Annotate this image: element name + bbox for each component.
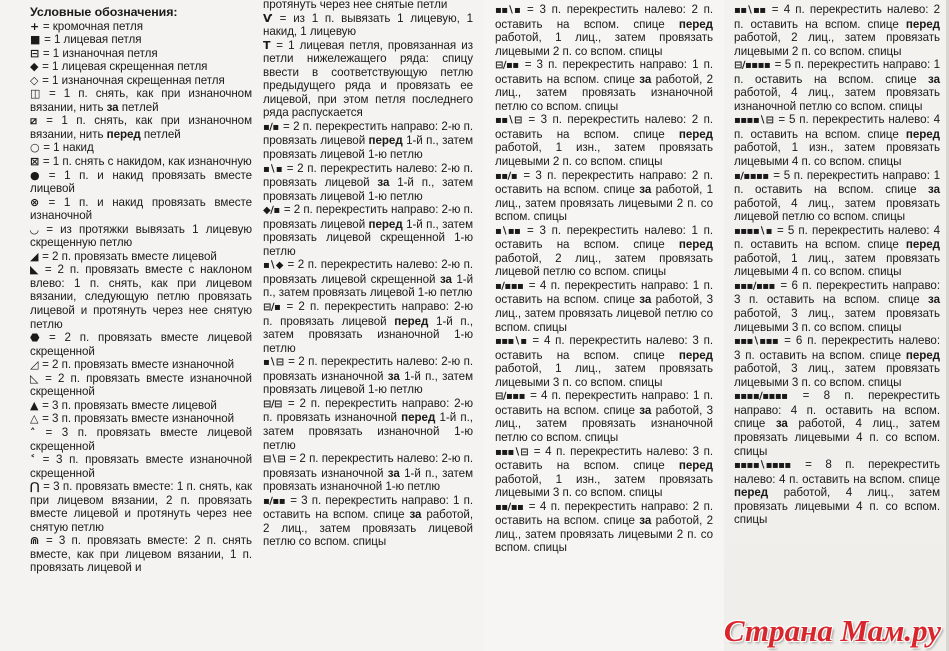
cross-right-4b-icon: ▪▪∕▪▪ <box>495 501 524 513</box>
legend-entry-text: = из 1 п. вывязать 1 лицевую, 1 накид, 1 лицевую <box>263 11 473 39</box>
legend-entry <box>30 60 252 74</box>
cross-right-2-icon: ▪∕▪ <box>263 121 279 133</box>
legend-column-3 <box>495 3 713 555</box>
legend-entry <box>30 480 252 534</box>
legend-entry <box>495 113 713 168</box>
legend-entry-text: = 1 п. и накид провязать вместе изнаночной <box>30 195 252 223</box>
k2tog-icon: ◢ <box>30 249 38 263</box>
cross-right-8-icon: ▪▪▪▪∕▪▪▪▪ <box>734 391 788 403</box>
cross-left-2-icon: ▪∖▪ <box>263 163 283 175</box>
knit-stitch-icon: ■ <box>30 33 40 47</box>
legend-entry-text: = 5 п. перекрестить налево: 4 п. оставить на вспом. спице перед работой, 1 изн., затем провязать лицевыми 4 п. со вспом. спицы <box>734 113 941 169</box>
cross-left-3-icon: ▪▪∖▪ <box>495 5 521 16</box>
legend-entry-text: = 1 изнаночная петля <box>42 46 158 60</box>
legend-entry-text: = 2 п. перекрестить налево: 2-ю п. провязать изнаночной за 1-й п., затем провязать изнаночной 1-ю петлю <box>263 452 474 494</box>
legend-entry <box>734 113 940 168</box>
cross-left-2-purl-icon: ▪∖⊟ <box>263 357 284 369</box>
legend-entry <box>263 355 473 397</box>
legend-entry-text: = 6 п. перекрестить налево: 3 п. оставить на вспом. спице перед работой, 3 лиц., затем провязать лицевыми 3 п. со вспом. спицы <box>734 334 941 389</box>
cross-left-8-icon: ▪▪▪▪∖▪▪▪▪ <box>734 460 791 472</box>
legend-entry <box>495 334 713 389</box>
legend-entry <box>263 397 473 452</box>
legend-column-1 <box>30 6 252 575</box>
purl-twisted-icon: ◇ <box>30 73 38 87</box>
legend-entry-text: = 1 п. снять, как при изнаночном вязании, нить за петлей <box>30 87 252 114</box>
cross-left-6-icon: ▪▪▪∖▪▪▪ <box>734 336 779 348</box>
cross-left-5-icon: ▪▪▪▪∖▪ <box>734 225 772 237</box>
cross-right-2-purl-purl-icon: ⊟∕⊟ <box>263 398 282 410</box>
legend-entry <box>734 279 940 334</box>
legend-entry-text: = 3 п. перекрестить налево: 2 п. оставить на вспом. спице перед работой, 1 лиц., затем провязать лицевыми 2 п. со вспом. спицы <box>495 3 714 58</box>
legend-entry-text: = 4 п. перекрестить налево: 3 п. оставить на вспом. спице перед работой, 1 лиц., затем провязать лицевыми 3 п. со вспом. спицы <box>495 334 713 389</box>
legend-entry-text: = 2 п. перекрестить налево: 2-ю п. провязать лицевой за 1-й п., затем провязать лицевой 1-ю петлю <box>263 161 473 203</box>
legend-entry-text: = 1 лицевая скрещенная петля <box>42 60 208 74</box>
legend-entry-text: = 8 п. перекрестить направо: 4 п. оставить на вспом. спице за работой, 4 лиц., затем провязать лицевыми 4 п. со вспом. спицы <box>734 389 941 458</box>
knit-below-icon: Т <box>263 38 271 52</box>
cross-right-4-icon: ▪∕▪▪▪ <box>495 280 524 292</box>
cross-left-5-purl-icon: ▪▪▪▪∖⊟ <box>734 115 774 127</box>
legend-entry <box>30 33 252 47</box>
legend-entry-text: = 3 п. провязать вместе лицевой <box>42 398 217 412</box>
legend-entry <box>495 500 713 555</box>
slip-yarn-front-icon: ⧄ <box>30 114 37 128</box>
legend-entry <box>734 3 940 58</box>
legend-entry <box>495 3 713 58</box>
purl-with-yo-icon: ⊗ <box>30 195 39 209</box>
legend-entry <box>30 250 252 264</box>
legend-entry <box>30 47 252 61</box>
p3tog-twisted-icon: ˂ <box>30 453 35 467</box>
knit-with-yo-icon: ● <box>30 168 40 182</box>
cross-left-4-purl-icon: ▪▪▪∖⊟ <box>495 446 529 458</box>
cross-right-5-purl-icon: ⊟∕▪▪▪▪ <box>734 60 771 72</box>
legend-entry-text: = 4 п. перекрестить налево: 2 п. оставить на вспом. спице перед работой, 2 лиц., затем провязать лицевыми 2 п. со вспом. спицы <box>734 3 941 58</box>
legend-entry <box>30 20 252 34</box>
p3tog-icon: △ <box>30 412 38 426</box>
legend-entry <box>30 169 252 196</box>
legend-entry <box>30 412 252 426</box>
legend-entry <box>263 162 473 204</box>
k2tog-twisted-icon: ⬣ <box>30 331 40 345</box>
legend-entry-text: = 3 п. провязать вместе: 2 п. снять вместе, как при лицевом вязании, 1 п. провязать лицевой и <box>30 534 252 575</box>
legend-entry-text: = 4 п. перекрестить направо: 1 п. оставить на вспом. спице за работой, 3 лиц., затем провязать лицевой петлю со вспом. спицы <box>495 278 713 334</box>
legend-entry-text: = 2 п. перекрестить налево: 2-ю п. провязать изнаночной за 1-й п., затем провязать лицевой 1-ю петлю <box>263 355 473 397</box>
legend-entry <box>30 223 252 250</box>
legend-heading: Условные обозначения: <box>30 5 178 19</box>
legend-entry-text: = 3 п. провязать вместе: 1 п. снять, как при лицевом вязании, 2 п. провязать вместе лицевой и протянуть через нее снятую петлю <box>30 480 253 534</box>
legend-entry <box>734 458 940 527</box>
legend-entry-text: = из протяжки вывязать 1 лицевую скрещенную петлю <box>30 222 252 250</box>
legend-entry <box>495 279 713 334</box>
legend-entry <box>263 39 473 120</box>
legend-entry <box>734 334 940 389</box>
cross-right-3-purl-icon: ⊟∕▪▪ <box>495 60 519 72</box>
legend-entry-text: = 1 п. снять с накидом, как изнаночную <box>42 155 252 169</box>
legend-entry <box>30 87 252 114</box>
legend-entry <box>495 445 713 500</box>
legend-entry-text: = 3 п. провязать вместе изнаночной скрещенной <box>30 453 252 480</box>
cross-right-6-icon: ▪▪▪∕▪▪▪ <box>734 280 775 292</box>
legend-entry-text: = 1 п. и накид провязать вместе лицевой <box>30 168 252 196</box>
legend-entry-text: = 2 п. провязать вместе лицевой скрещенной <box>30 331 253 358</box>
cross-left-3-purl-icon: ▪▪∖⊟ <box>495 115 522 127</box>
legend-entry-text: = 2 п. перекрестить направо: 2-ю п. провязать лицевой перед 1-й п., затем провязать изнаночной 1-ю петлю <box>263 300 473 355</box>
sk2p-icon: ⋂ <box>30 480 39 494</box>
legend-entry-text: = 3 п. перекрестить налево: 1 п. оставить на вспом. спице перед работой, 2 лиц., затем провязать лицевой петлю со вспом. спицы <box>495 223 714 279</box>
legend-entry <box>30 74 252 88</box>
slip-with-yo-icon: ⊠ <box>30 155 39 169</box>
legend-entry <box>263 120 473 162</box>
make-one-icon: ◡ <box>30 222 38 236</box>
legend-column-2 <box>263 0 473 549</box>
legend-entry-text: = 5 п. перекрестить направо: 1 п. оставить на вспом. спице за работой, 4 лиц., затем провязать изнаночной петлю со вспом. спицы <box>734 58 940 113</box>
p2tog-icon: ◿ <box>30 358 38 372</box>
legend-entry-text: = 5 п. перекрестить налево: 4 п. оставить на вспом. спице перед работой, 1 лиц., затем провязать лицевыми 4 п. со вспом. спицы <box>734 223 941 279</box>
edge-stitch-icon: + <box>30 19 39 33</box>
legend-entry <box>734 389 940 458</box>
legend-entry-text: = 3 п. перекрестить направо: 1 п. оставить на вспом. спице за работой, 2 лиц., затем провязать изнаночной петлю со вспом. спицы <box>495 58 713 113</box>
legend-entry-text: = 1 накид <box>43 141 94 155</box>
legend-entry-text: = 6 п. перекрестить направо: 3 п. оставить на вспом. спице за работой, 3 лиц., затем провязать лицевыми 3 п. со вспом. спицы <box>734 278 940 334</box>
legend-entry <box>263 300 473 355</box>
legend-entry <box>734 58 940 113</box>
increase-k-yo-k-icon: Ѵ <box>263 11 272 25</box>
legend-entry <box>30 453 252 480</box>
cross-right-4-purl-icon: ⊟∕▪▪▪ <box>495 391 525 403</box>
legend-entry <box>30 114 252 141</box>
legend-entry-text: = кромочная петля <box>42 19 143 33</box>
legend-entry <box>495 224 713 279</box>
legend-entry <box>30 426 252 453</box>
legend-entry <box>30 399 252 413</box>
k3tog-icon: ▲ <box>30 398 38 412</box>
legend-entry-text: = 2 п. провязать вместе изнаночной скрещенной <box>30 371 252 399</box>
legend-entry <box>734 169 940 224</box>
legend-entry <box>30 141 252 155</box>
legend-entry <box>30 263 252 331</box>
legend-entry <box>30 534 252 575</box>
legend-entry <box>263 0 473 12</box>
legend-entry-text: = 1 лицевая петля, провязанная из петли нижележащего ряда: спицу ввести в соответствующую петлю предыдущего ряда и провязать ее лицевой, при этом петля последнего ряда распускается <box>263 38 474 120</box>
purl-stitch-icon: ⊟ <box>30 46 39 60</box>
legend-entry-text: = 4 п. перекрестить направо: 1 п. оставить на вспом. спице за работой, 3 лиц., затем провязать изнаночной петлю со вспом. спицы <box>495 389 714 444</box>
legend-entry-text: = 2 п. перекрестить направо: 2-ю п. провязать лицевой перед 1-й п., затем провязать лицевой 1-ю петлю <box>263 119 474 162</box>
legend-entry-text: = 3 п. провязать вместе лицевой скрещенной <box>30 425 253 453</box>
legend-entry <box>263 12 473 39</box>
cross-right-3b-icon: ▪▪∕▪ <box>495 170 517 182</box>
legend-entry-text: = 2 п. перекрестить налево: 2-ю п. провязать лицевой скрещенной за 1-й п., затем провязать лицевой 1-ю петлю <box>263 258 474 300</box>
legend-entry-text: = 4 п. перекрестить налево: 3 п. оставить на вспом. спице перед работой, 1 изн., затем провязать лицевыми 3 п. со вспом. спицы <box>495 444 714 500</box>
k3tog-twisted-icon: ˄ <box>30 425 35 439</box>
legend-entry <box>495 169 713 224</box>
cross-left-3b-icon: ▪∖▪▪ <box>495 225 521 237</box>
legend-entry <box>495 389 713 444</box>
legend-entry-text: протянуть через нее снятые петли <box>263 0 448 11</box>
cross-left-4-icon: ▪▪▪∖▪ <box>495 336 527 348</box>
yarn-over-icon: ○ <box>30 141 40 155</box>
legend-entry <box>734 224 940 279</box>
s2kp-icon: ⋒ <box>30 534 39 548</box>
cross-right-2-purl-icon: ⊟∕▪ <box>263 302 281 314</box>
legend-entry-text: = 5 п. перекрестить направо: 1 п. оставить на вспом. спице за работой, 4 лиц., затем провязать лицевой петлю со вспом. спицы <box>734 168 940 224</box>
legend-entry <box>263 258 473 300</box>
legend-entry-text: = 2 п. перекрестить направо: 2-ю п. провязать изнаночной перед 1-й п., затем провязать изнаночной 1-ю петлю <box>263 396 474 452</box>
slip-yarn-back-icon: ◫ <box>30 87 40 101</box>
legend-entry-text: = 3 п. провязать вместе изнаночной <box>42 412 235 426</box>
legend-entry-text: = 2 п. перекрестить направо: 2-ю п. провязать лицевой перед 1-й п., затем провязать лицевой скрещенной 1-ю петлю <box>263 203 474 258</box>
legend-entry-text: = 2 п. провязать вместе изнаночной <box>42 358 235 372</box>
cross-right-5-icon: ▪∕▪▪▪▪ <box>734 170 769 182</box>
ssk-icon: ◣ <box>30 263 38 277</box>
p2tog-twisted-icon: ◺ <box>30 371 38 385</box>
legend-entry-text: = 2 п. провязать вместе с наклоном влево: 1 п. снять, как при лицевом вязании, следующую петлю провязать лицевой и протянуть через нее снятую петлю <box>30 263 253 331</box>
legend-entry <box>263 203 473 258</box>
knit-twisted-icon: ◆ <box>30 60 38 74</box>
legend-entry <box>30 196 252 223</box>
legend-entry-text: = 1 п. снять, как при изнаночном вязании, нить перед петлей <box>30 114 252 141</box>
cross-left-2-twisted-icon: ▪∖◆ <box>263 260 283 272</box>
legend-entry <box>30 358 252 372</box>
legend-entry-text: = 1 изнаночная скрещенная петля <box>42 73 225 87</box>
cross-left-2-purl-purl-icon: ⊟∖⊟ <box>263 454 286 466</box>
legend-entry-text: = 2 п. провязать вместе лицевой <box>42 249 217 263</box>
cross-right-2-twisted-icon: ◆∕▪ <box>263 205 280 217</box>
legend-entry-text: = 3 п. перекрестить направо: 1 п. оставить на вспом. спице за работой, 2 лиц., затем провязать лицевой петлю со вспом. спицы <box>263 493 474 549</box>
legend-entry <box>263 452 473 494</box>
legend-entry <box>263 494 473 549</box>
legend-entry <box>30 331 252 358</box>
legend-entry-text: = 3 п. перекрестить направо: 2 п. оставить на вспом. спице за работой, 1 лиц., затем провязать лицевыми 2 п. со вспом. спицы <box>495 168 714 224</box>
cross-right-3-icon: ▪∕▪▪ <box>263 495 285 507</box>
legend-entry-text: = 4 п. перекрестить направо: 2 п. оставить на вспом. спице за работой, 2 лиц., затем провязать лицевыми 2 п. со вспом. спицы <box>495 499 713 555</box>
legend-entry <box>495 58 713 113</box>
legend-entry-text: = 3 п. перекрестить налево: 2 п. оставить на вспом. спице перед работой, 1 изн., затем провязать лицевыми 2 п. со вспом. спицы <box>495 113 713 169</box>
legend-entry <box>30 155 252 169</box>
legend-entry <box>30 372 252 399</box>
legend-entry-text: = 1 лицевая петля <box>44 33 142 47</box>
cross-left-4b-icon: ▪▪∖▪▪ <box>734 5 766 16</box>
watermark-logo: Страна Мам.ру <box>723 613 941 648</box>
legend-entry-text: = 8 п. перекрестить налево: 4 п. оставить на вспом. спице перед работой, 4 лиц., затем провязать лицевыми 4 п. со вспом. спицы <box>734 458 940 527</box>
legend-column-4 <box>734 3 940 527</box>
